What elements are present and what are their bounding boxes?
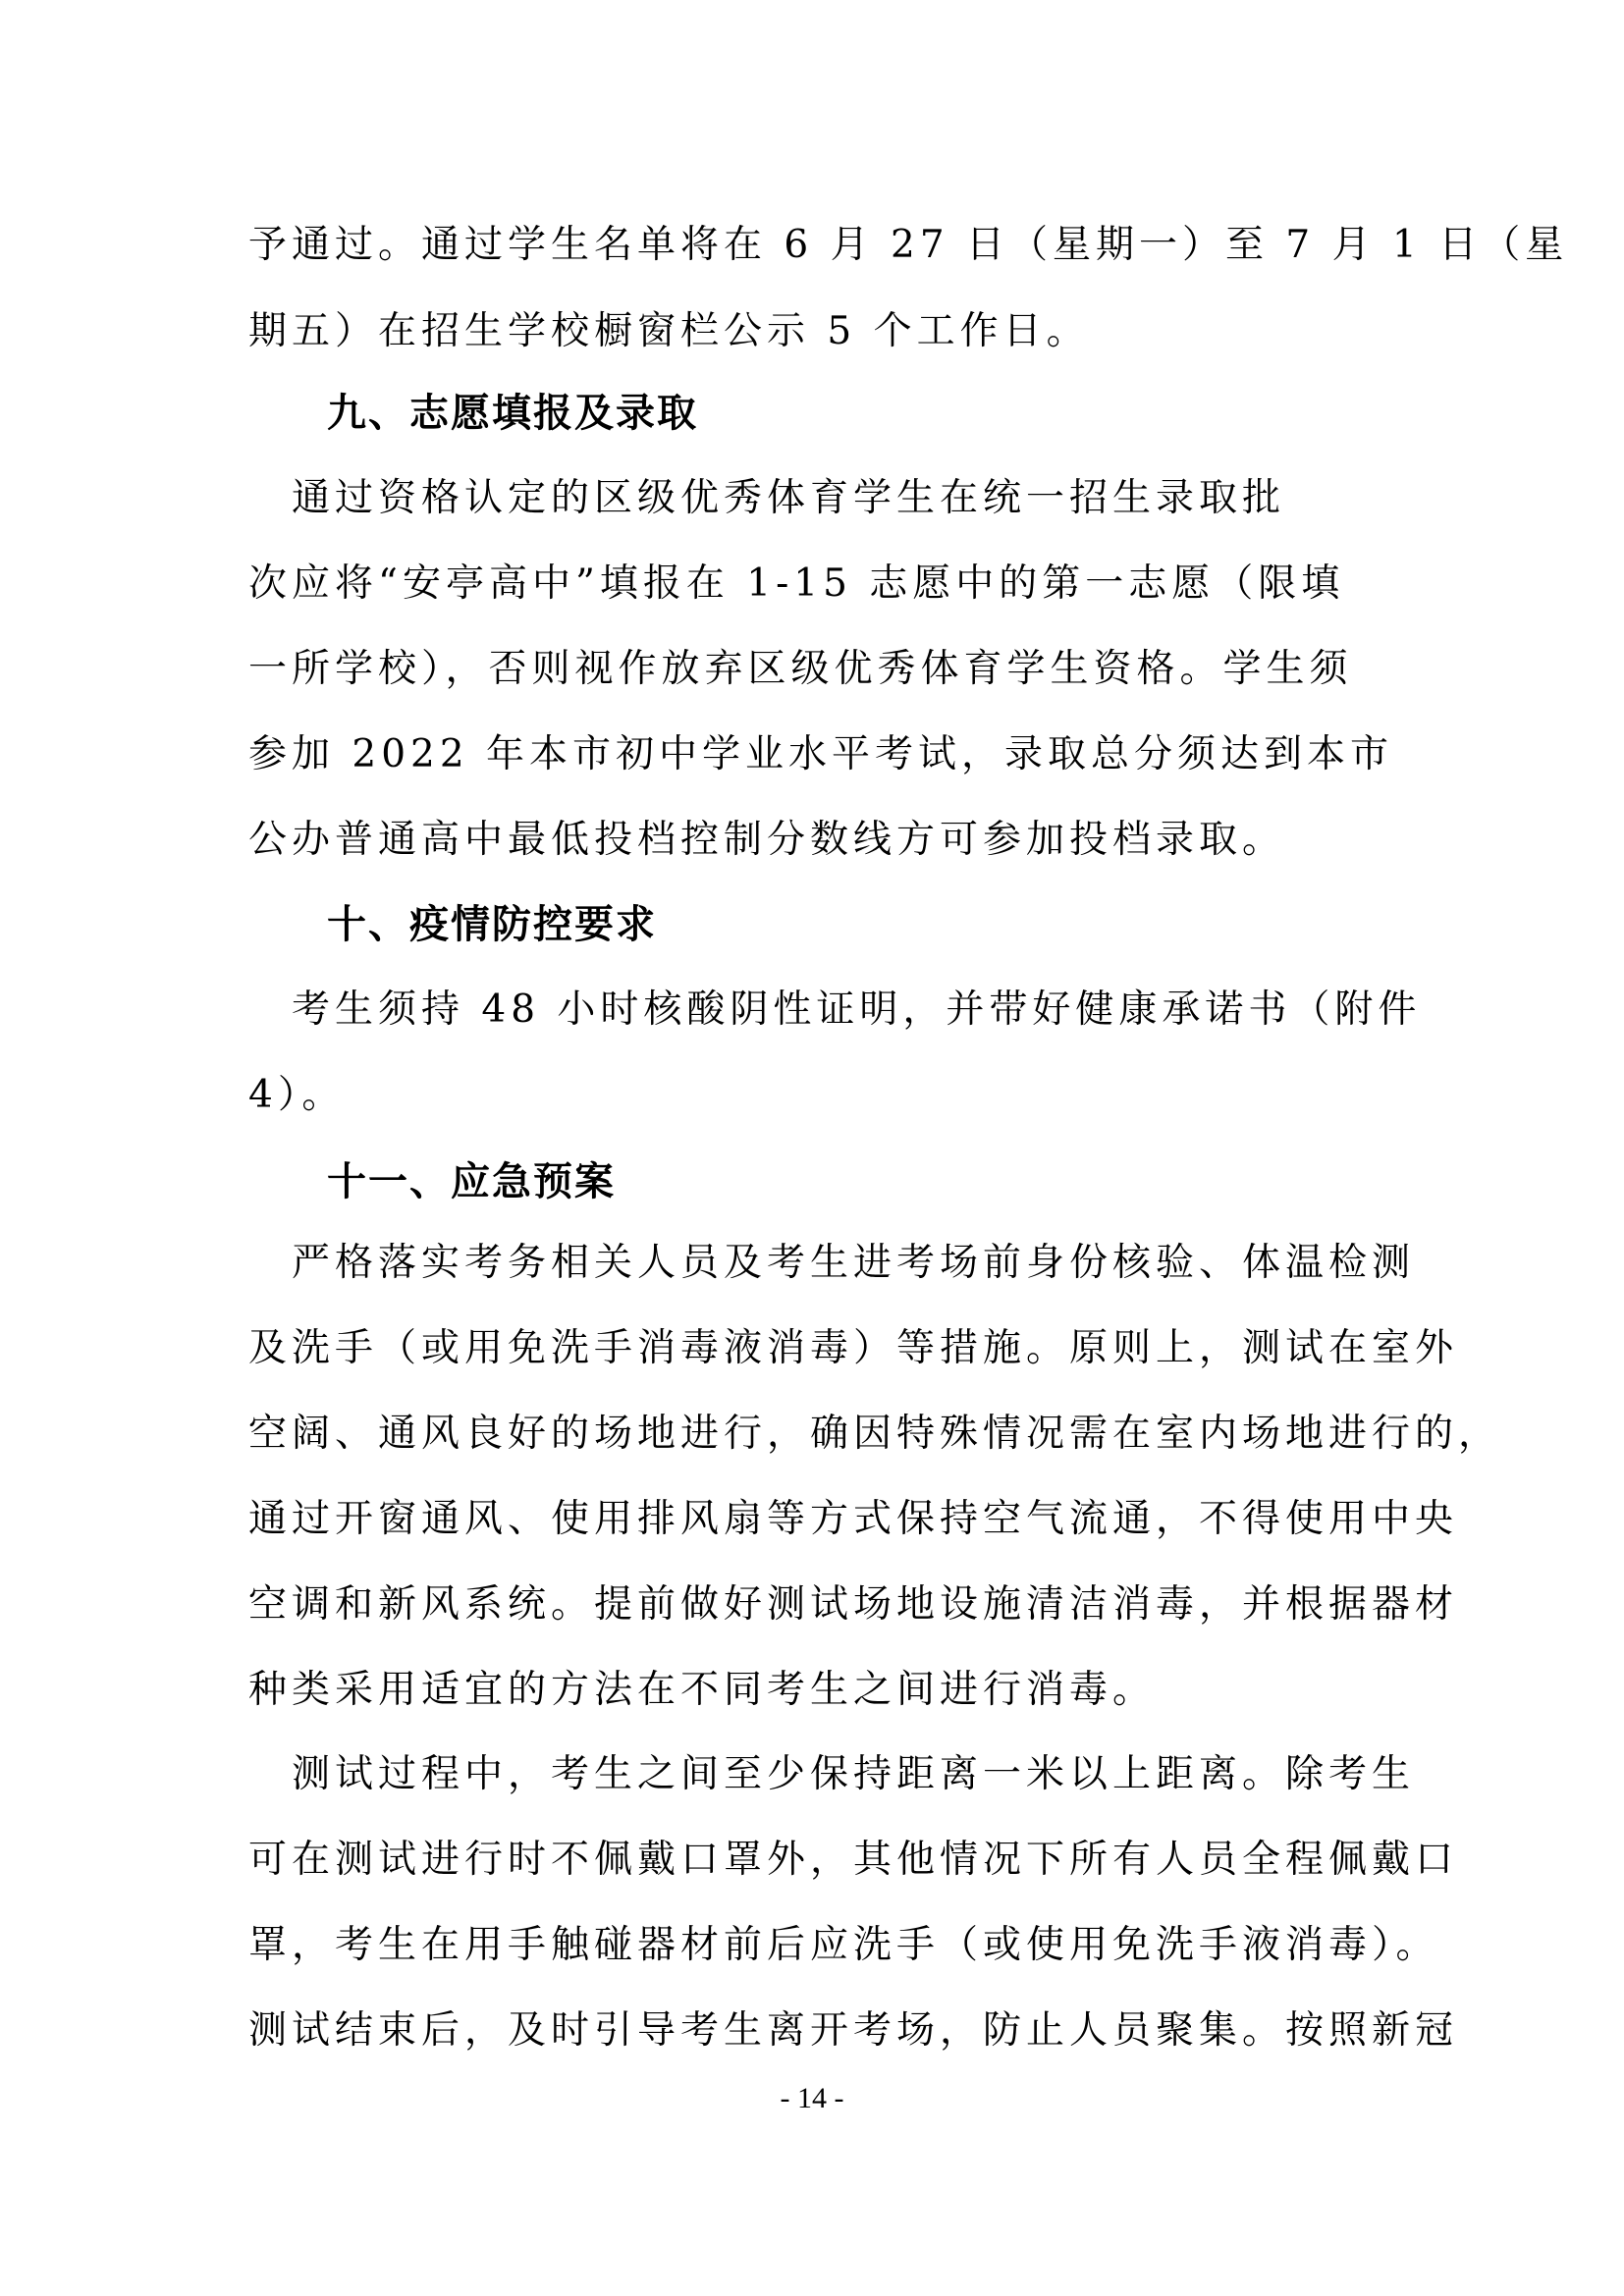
text-line: 次应将“安亭高中”填报在 1-15 志愿中的第一志愿（限填 <box>248 561 1345 606</box>
text-line: 公办普通高中最低投档控制分数线方可参加投档录取。 <box>248 818 1286 862</box>
page-number: - 14 - <box>780 2082 844 2114</box>
section-heading-9: 九、志愿填报及录取 <box>327 391 698 436</box>
text-line: 通过资格认定的区级优秀体育学生在统一招生录取批 <box>248 476 1286 520</box>
text-line: 通过开窗通风、使用排风扇等方式保持空气流通，不得使用中央 <box>248 1497 1459 1541</box>
text-line: 空调和新风系统。提前做好测试场地设施清洁消毒，并根据器材 <box>248 1582 1459 1627</box>
section-heading-11: 十一、应急预案 <box>327 1159 616 1204</box>
text-line: 予通过。通过学生名单将在 6 月 27 日（星期一）至 7 月 1 日（星 <box>248 223 1569 267</box>
text-line: 空阔、通风良好的场地进行，确因特殊情况需在室内场地进行的， <box>248 1412 1502 1456</box>
text-line: 考生须持 48 小时核酸阴性证明，并带好健康承诺书（附件 <box>248 988 1422 1032</box>
text-line: 测试过程中，考生之间至少保持距离一米以上距离。除考生 <box>248 1752 1416 1796</box>
text-line: 4）。 <box>248 1073 346 1117</box>
text-line: 可在测试进行时不佩戴口罩外，其他情况下所有人员全程佩戴口 <box>248 1838 1459 1882</box>
text-line: 参加 2022 年本市初中学业水平考试，录取总分须达到本市 <box>248 732 1394 776</box>
text-line: 罩，考生在用手触碰器材前后应洗手（或使用免洗手液消毒）。 <box>248 1923 1439 1967</box>
text-line: 种类采用适宜的方法在不同考生之间进行消毒。 <box>248 1668 1157 1712</box>
text-line: 及洗手（或用免洗手消毒液消毒）等措施。原则上，测试在室外 <box>248 1326 1459 1370</box>
text-line: 一所学校），否则视作放弃区级优秀体育学生资格。学生须 <box>248 647 1353 691</box>
text-line: 测试结束后，及时引导考生离开考场，防止人员聚集。按照新冠 <box>248 2008 1459 2053</box>
section-heading-10: 十、疫情防控要求 <box>327 902 657 947</box>
text-line: 严格落实考务相关人员及考生进考场前身份核验、体温检测 <box>248 1241 1416 1285</box>
text-line: 期五）在招生学校橱窗栏公示 5 个工作日。 <box>248 309 1090 353</box>
